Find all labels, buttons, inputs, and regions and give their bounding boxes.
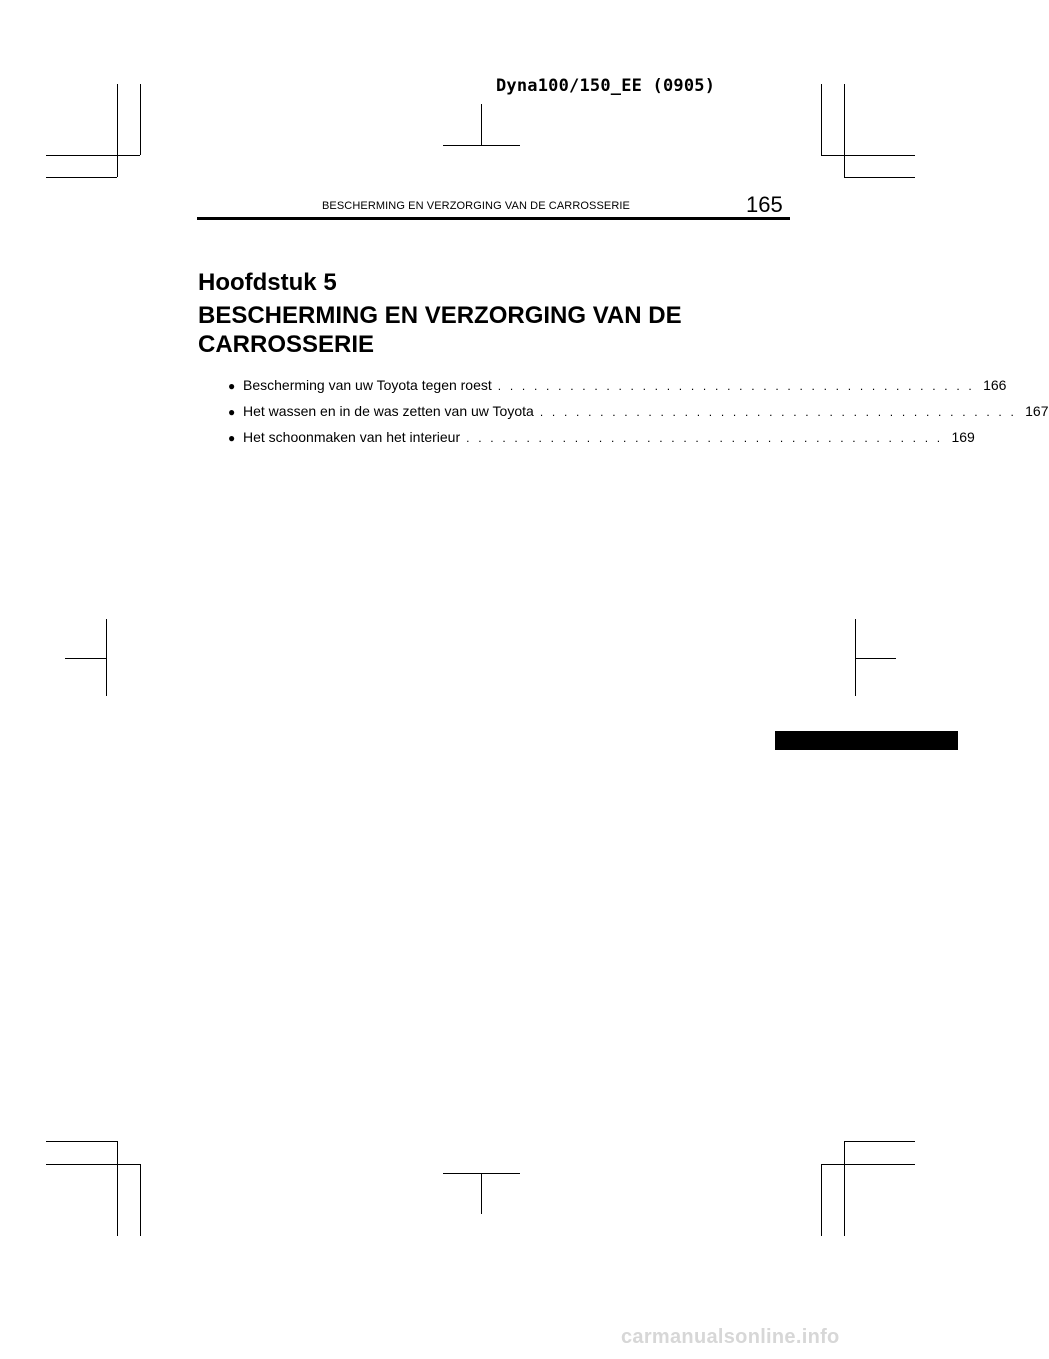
table-of-contents xyxy=(228,377,1049,455)
crop-mark xyxy=(140,84,141,155)
crop-mark xyxy=(844,177,915,178)
crop-mark xyxy=(821,1164,915,1165)
crop-mark xyxy=(855,658,896,659)
document-id: Dyna100/150_EE (0905) xyxy=(496,76,716,96)
bullet-icon: ● xyxy=(228,431,236,445)
toc-item-page: 167 xyxy=(1025,403,1049,419)
header-rule xyxy=(197,217,790,220)
crop-mark xyxy=(844,1141,915,1142)
page-number: 165 xyxy=(746,192,783,217)
crop-mark xyxy=(481,1173,482,1214)
crop-mark xyxy=(443,145,520,146)
dot-leader: . . . . . . . . . . . . . . . . . . . . . . . . . . . . . . . . . . . . . . . . xyxy=(539,405,1017,419)
chapter-thumb-tab xyxy=(775,731,958,750)
bullet-icon: ● xyxy=(228,379,236,393)
crop-mark xyxy=(46,177,117,178)
crop-mark xyxy=(65,658,106,659)
crop-mark xyxy=(117,84,118,177)
dot-leader: . . . . . . . . . . . . . . . . . . . . . . . . . . . . . . . . . . . . . . . . xyxy=(497,379,975,393)
running-head: BESCHERMING EN VERZORGING VAN DE CARROSSERIE xyxy=(322,200,630,212)
toc-item[interactable] xyxy=(228,403,1049,429)
crop-mark xyxy=(46,155,140,156)
watermark: carmanualsonline.info xyxy=(621,1326,840,1348)
toc-item-text: Bescherming van uw Toyota tegen roest xyxy=(243,377,492,393)
crop-mark xyxy=(443,1173,520,1174)
crop-mark xyxy=(46,1164,140,1165)
toc-item-page: 166 xyxy=(983,377,1007,393)
crop-mark xyxy=(140,1164,141,1236)
crop-mark xyxy=(117,1141,118,1236)
toc-item[interactable] xyxy=(228,429,975,455)
crop-mark xyxy=(46,1141,117,1142)
dot-leader: . . . . . . . . . . . . . . . . . . . . . . . . . . . . . . . . . . . . . . . . xyxy=(466,431,943,445)
toc-item-page: 169 xyxy=(951,429,975,445)
chapter-label: Hoofdstuk 5 xyxy=(198,269,337,296)
crop-mark xyxy=(821,1164,822,1236)
crop-mark xyxy=(821,155,915,156)
toc-item[interactable] xyxy=(228,377,1007,403)
crop-mark xyxy=(844,84,845,177)
crop-mark xyxy=(821,84,822,155)
crop-mark xyxy=(481,104,482,145)
bullet-icon: ● xyxy=(228,405,236,419)
chapter-title: BESCHERMING EN VERZORGING VAN DE CARROSSERIE xyxy=(198,302,682,358)
toc-item-text: Het schoonmaken van het interieur xyxy=(243,429,461,445)
crop-mark xyxy=(844,1141,845,1236)
crop-mark xyxy=(106,619,107,696)
toc-item-text: Het wassen en in de was zetten van uw Toyota xyxy=(243,403,534,419)
